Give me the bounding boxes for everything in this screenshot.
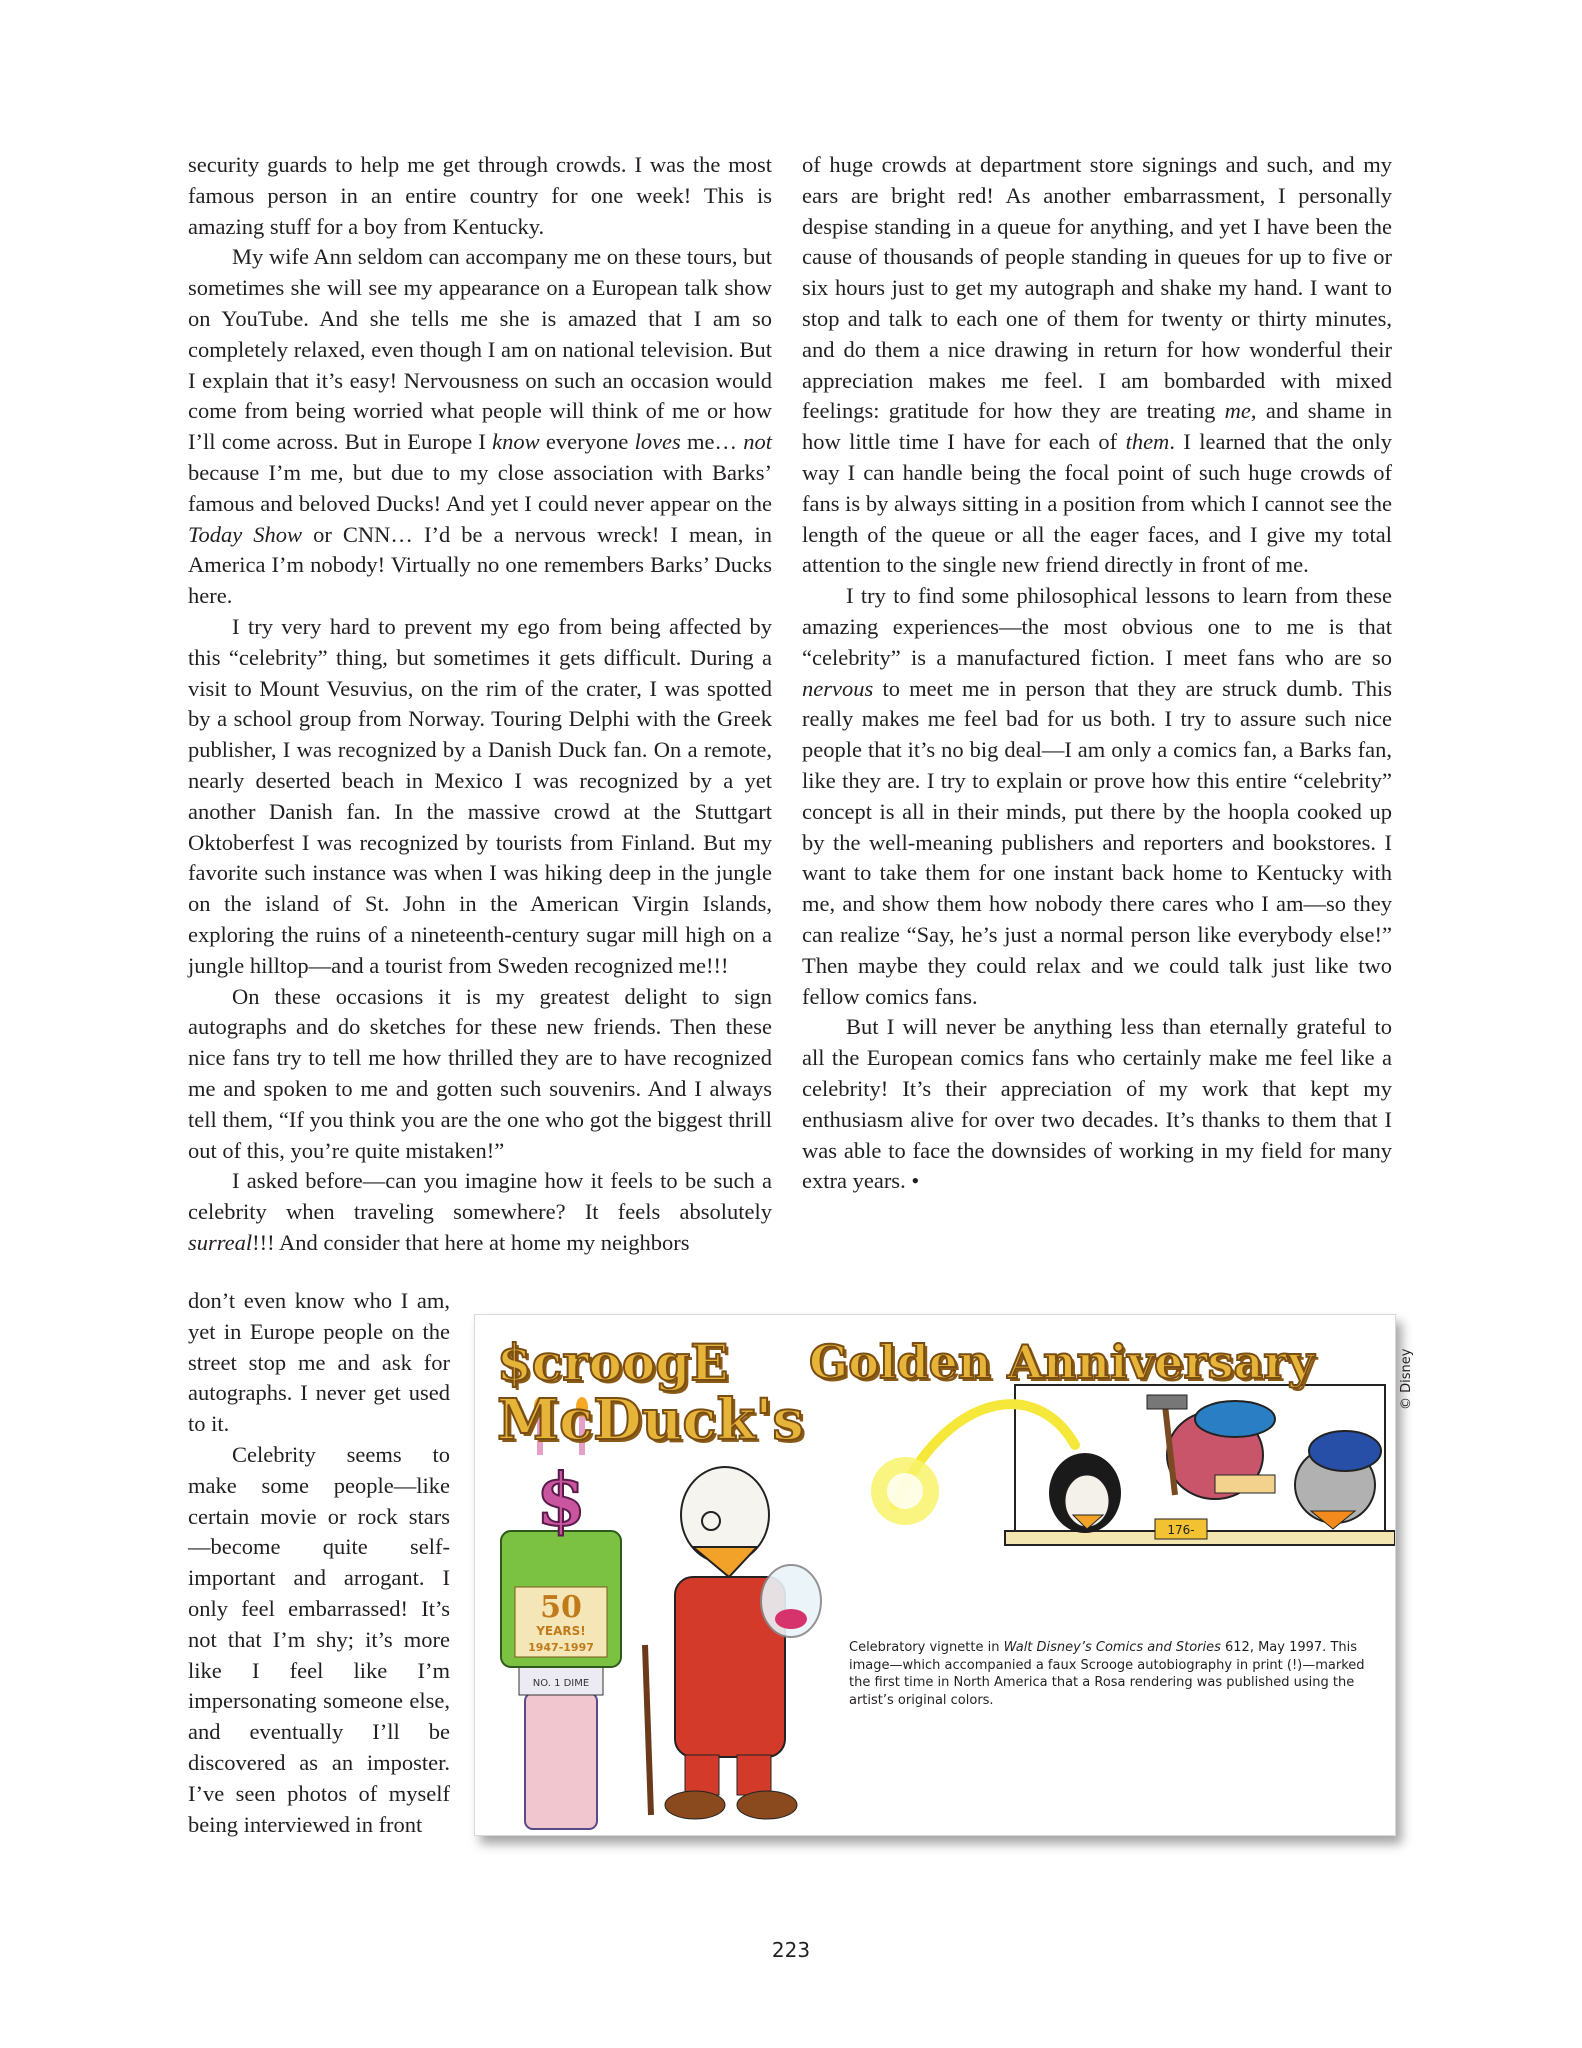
left-column-narrow bbox=[188, 1286, 450, 1840]
title-mcducks: McDuck's bbox=[497, 1387, 804, 1453]
scrooge-beak bbox=[693, 1547, 757, 1577]
left-paragraph-2: My wife Ann seldom can accompany me on these tours, but sometimes she will see my appearance on a European talk show on YouTube. And she tells me she is amazed that I am so completely relaxed, even though I am on national television. But I explain that it’s easy! Nervousness on such an occasion would come from being worried what people will think of me or how I’ll come across. But in Europe I know everyone loves me… not because I’m me, but due to my close association with Barks’ famous and beloved Ducks! And yet I could never appear on the Today Show or CNN… I’d be a nervous wreck! I mean, in America I’m nobody! Virtually no one remembers Barks’ Ducks here. bbox=[188, 244, 773, 609]
beagle-boy-nose bbox=[1215, 1475, 1275, 1493]
hammer-head bbox=[1147, 1395, 1187, 1409]
bin-number-text: 176- bbox=[1167, 1523, 1195, 1537]
left-paragraph-4: On these occasions it is my greatest delight to sign autographs and do sketches for these new friends. Then these nice fans try to tell me how thrilled they are to have recognized me and spoken to me and gotten such souvenirs. And I always tell them, “If you think you are the one who got the biggest thrill out of this, you’re quite mistaken!” bbox=[188, 983, 772, 1163]
illustration-figure bbox=[474, 1314, 1396, 1836]
right-paragraph-3: But I will never be anything less than eternally grateful to all the European comics fans who certainly make me feel like a celebrity! It’s their appreciation of my work that kept my enthusiasm alive for over two decades. It’s thanks to them that I was able to face the downsides of working in my field for many extra years. • bbox=[802, 1014, 1392, 1194]
left-paragraph-6: Celebrity seems to make some people—like certain movie or rock stars—become quite self-important and arrogant. I only feel embarrassed! It’s not that I’m shy; it’s more like I feel like I’m impersonating someone else, and eventually I’ll be discovered as an imposter. I’ve seen photos of myself being interviewed in front bbox=[188, 1441, 450, 1837]
sparkle-core bbox=[887, 1473, 923, 1509]
left-paragraph-1: security guards to help me get through crowds. I was the most famous person in an entire country for one week! This is amazing stuff for a boy from Kentucky. bbox=[188, 152, 772, 239]
pedestal-label: NO. 1 DIME bbox=[532, 1678, 590, 1689]
left-paragraph-5: I asked before—can you imagine how it feels to be such a celebrity when traveling somewhere? It feels absolutely surreal!!! And consider that here at home my neighbors bbox=[188, 1168, 772, 1255]
title-scrooge: $croogE bbox=[497, 1333, 729, 1392]
right-paragraph-1: of huge crowds at department store signings and such, and my ears are bright red! As another embarrassment, I personally despise standing in a queue for anything, and yet I have been the cause of thousands of people standing in queues for up to five or six hours just to get my autograph and shake my hand. I want to stop and talk to each one of them for twenty or thirty minutes, and do them a nice drawing in return for how wonderful their appreciation makes me feel. I am bombarded with mixed feelings: gratitude for how they are treating me, and shame in how little time I have for each of them. I learned that the only way I can handle being the focal point of such huge crowds of fans is by always sitting in a position from which I cannot see the length of the queue or all the eager faces, and I give my total attention to the single new friend directly in front of me. bbox=[802, 152, 1393, 578]
left-paragraph-3: I try very hard to prevent my ego from being affected by this “celebrity” thing, but sometimes it gets difficult. During a visit to Mount Vesuvius, on the rim of the crater, I was spotted by a school group from Norway. Touring Delphi with the Greek publisher, I was recognized by a Danish Duck fan. On a remote, nearly deserted beach in Mexico I was recognized by a yet another Danish fan. In the massive crowd at the Stuttgart Oktoberfest I was recognized by tourists from Finland. But my favorite such instance was when I was hiking deep in the jungle on the island of St. John in the American Virgin Islands, exploring the ruins of a nineteenth-century sugar mill high on a jungle hilltop—and a tourist from Sweden recognized me!!! bbox=[188, 613, 772, 978]
scrooge-cane bbox=[645, 1645, 651, 1815]
dime-pedestal bbox=[525, 1693, 597, 1829]
title-golden-anniversary: Golden Anniversary bbox=[809, 1335, 1315, 1389]
cushion bbox=[775, 1609, 807, 1629]
flintheart-tam bbox=[1309, 1431, 1381, 1471]
right-column bbox=[802, 150, 1392, 1197]
left-column-top bbox=[188, 150, 772, 1259]
dollar-sign-candle: $ bbox=[535, 1457, 587, 1542]
scrooge-leg-right bbox=[737, 1755, 771, 1795]
cake-dates: 1947-1997 bbox=[528, 1641, 594, 1654]
scrooge-leg-left bbox=[685, 1755, 719, 1795]
right-paragraph-2: I try to find some philosophical lessons to learn from these amazing experiences—the most obvious one to me is that “celebrity” is a manufactured fiction. I meet fans who are so nervous to meet me in person that they are struck dumb. This really makes me feel bad for us both. I try to assure such nice people that it’s no big deal—I am only a comics fan, a Barks fan, like they are. I try to explain or prove how this entire “celebrity” concept is all in their minds, put there by the hoopla cooked up by the well-meaning publishers and reporters and bookstores. I want to take them for one instant back home to Kentucky with me, and show them how nobody there cares who I am—so they can realize “Say, he’s just a normal person like everybody else!” Then maybe they could relax and we could talk just like two fellow comics fans. bbox=[802, 583, 1392, 1009]
left-paragraph-5-continued: don’t even know who I am, yet in Europe people on the street stop me and ask for autographs. I never get used to it. bbox=[188, 1288, 450, 1437]
scrooge-shoe-right bbox=[737, 1791, 797, 1819]
beagle-boy-cap bbox=[1195, 1401, 1275, 1437]
page-number: 223 bbox=[771, 1938, 811, 1962]
cake-years-number: 50 bbox=[540, 1590, 582, 1625]
copyright-credit: © Disney bbox=[1399, 1348, 1414, 1410]
cake-years-label: YEARS! bbox=[536, 1624, 586, 1638]
figure-caption: Celebratory vignette in Walt Disney’s Comics and Stories 612, May 1997. This image—which accompanied a faux Scrooge autobiography in print (!)—marked the first time in North America that a Rosa rendering was published using the artist’s original colors. bbox=[849, 1640, 1365, 1708]
scrooge-shoe-left bbox=[665, 1791, 725, 1819]
